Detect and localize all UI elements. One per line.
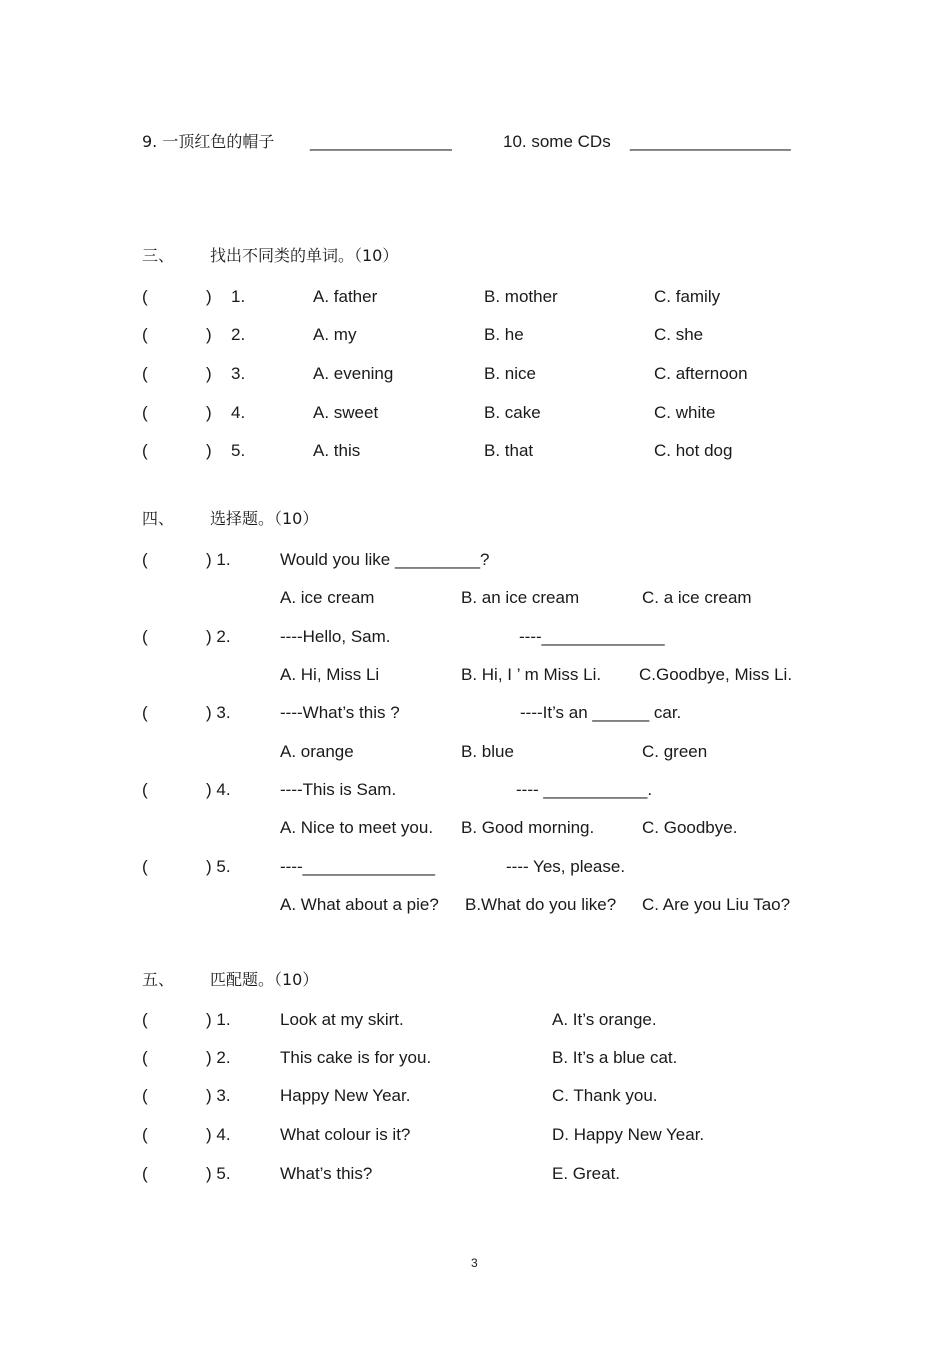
- option-b: B. mother: [484, 287, 558, 306]
- item-number: 4.: [231, 403, 246, 422]
- answer-paren-open: (: [142, 441, 148, 460]
- option-b: B. blue: [461, 742, 514, 761]
- section4-heading-num: 四、: [142, 509, 175, 528]
- item-number: ) 3.: [206, 1086, 231, 1105]
- question-text: Would you like _________?: [280, 550, 490, 569]
- option-a: A. this: [313, 441, 361, 460]
- question-text: Happy New Year.: [280, 1086, 411, 1105]
- answer-paren-open: (: [142, 1164, 148, 1183]
- option-a: A. Nice to meet you.: [280, 818, 434, 837]
- item-number: ) 2.: [206, 1048, 231, 1067]
- item-number: ) 2.: [206, 627, 231, 646]
- answer-paren-close: ): [206, 403, 212, 422]
- option-c: C. Goodbye.: [642, 818, 738, 837]
- match-answer: D. Happy New Year.: [552, 1125, 705, 1144]
- answer-paren-close: ): [206, 287, 212, 306]
- answer-paren-open: (: [142, 287, 148, 306]
- section3-heading-num: 三、: [142, 246, 175, 265]
- question-text: ----______________: [280, 857, 436, 876]
- option-b: B. nice: [484, 364, 536, 383]
- item-number: ) 1.: [206, 1010, 231, 1029]
- answer-paren-open: (: [142, 325, 148, 344]
- option-a: A. sweet: [313, 403, 379, 422]
- option-a: A. ice cream: [280, 588, 375, 607]
- option-b: B. he: [484, 325, 524, 344]
- option-c: C. green: [642, 742, 708, 761]
- response-text: ---- Yes, please.: [506, 857, 626, 876]
- option-c: C. hot dog: [654, 441, 733, 460]
- match-answer: A. It’s orange.: [552, 1010, 657, 1029]
- item-number: 1.: [231, 287, 246, 306]
- option-a: A. evening: [313, 364, 394, 383]
- question-text: ----This is Sam.: [280, 780, 397, 799]
- section3-heading: 找出不同类的单词。（10）: [210, 246, 399, 265]
- item-number: ) 5.: [206, 1164, 231, 1183]
- option-c: C. a ice cream: [642, 588, 752, 607]
- q9-blank: _______________: [310, 132, 452, 151]
- option-c: C.Goodbye, Miss Li.: [639, 665, 793, 684]
- section5-heading: 匹配题。（10）: [210, 970, 319, 989]
- option-c: C. white: [654, 403, 716, 422]
- option-c: C. afternoon: [654, 364, 748, 383]
- q10-blank: _________________: [630, 132, 791, 151]
- answer-paren-open: (: [142, 550, 148, 569]
- item-number: 2.: [231, 325, 246, 344]
- match-answer: C. Thank you.: [552, 1086, 658, 1105]
- item-number: ) 3.: [206, 703, 231, 722]
- option-b: B. Good morning.: [461, 818, 595, 837]
- option-a: A. orange: [280, 742, 354, 761]
- answer-paren-open: (: [142, 1125, 148, 1144]
- option-c: C. family: [654, 287, 721, 306]
- q10-label: 10. some CDs: [503, 132, 611, 151]
- response-text: ---- ___________.: [516, 780, 653, 799]
- item-number: 3.: [231, 364, 246, 383]
- option-b: B. that: [484, 441, 534, 460]
- item-number: ) 1.: [206, 550, 231, 569]
- match-answer: B. It’s a blue cat.: [552, 1048, 678, 1067]
- option-b: B. cake: [484, 403, 541, 422]
- q9-label: 9. 一顶红色的帽子: [142, 132, 275, 151]
- option-c: C. Are you Liu Tao?: [642, 895, 791, 914]
- answer-paren-open: (: [142, 627, 148, 646]
- answer-paren-close: ): [206, 325, 212, 344]
- answer-paren-close: ): [206, 441, 212, 460]
- option-b: B. Hi, I ’ m Miss Li.: [461, 665, 602, 684]
- answer-paren-open: (: [142, 1086, 148, 1105]
- match-answer: E. Great.: [552, 1164, 621, 1183]
- response-text: ----_____________: [519, 627, 665, 646]
- response-text: ----It’s an ______ car.: [520, 703, 682, 722]
- section4-heading: 选择题。（10）: [210, 509, 319, 528]
- option-a: A. my: [313, 325, 357, 344]
- answer-paren-close: ): [206, 364, 212, 383]
- option-b: B.What do you like?: [465, 895, 617, 914]
- answer-paren-open: (: [142, 780, 148, 799]
- answer-paren-open: (: [142, 1010, 148, 1029]
- option-a: A. What about a pie?: [280, 895, 439, 914]
- answer-paren-open: (: [142, 857, 148, 876]
- question-text: This cake is for you.: [280, 1048, 432, 1067]
- option-c: C. she: [654, 325, 704, 344]
- answer-paren-open: (: [142, 364, 148, 383]
- page-number: 3: [471, 1256, 478, 1270]
- answer-paren-open: (: [142, 703, 148, 722]
- option-a: A. Hi, Miss Li: [280, 665, 380, 684]
- item-number: ) 4.: [206, 780, 231, 799]
- question-text: Look at my skirt.: [280, 1010, 404, 1029]
- option-a: A. father: [313, 287, 378, 306]
- option-b: B. an ice cream: [461, 588, 580, 607]
- item-number: 5.: [231, 441, 246, 460]
- question-text: What colour is it?: [280, 1125, 411, 1144]
- question-text: What’s this?: [280, 1164, 373, 1183]
- answer-paren-open: (: [142, 403, 148, 422]
- question-text: ----Hello, Sam.: [280, 627, 391, 646]
- answer-paren-open: (: [142, 1048, 148, 1067]
- item-number: ) 5.: [206, 857, 231, 876]
- item-number: ) 4.: [206, 1125, 231, 1144]
- section5-heading-num: 五、: [142, 970, 175, 989]
- question-text: ----What’s this ?: [280, 703, 400, 722]
